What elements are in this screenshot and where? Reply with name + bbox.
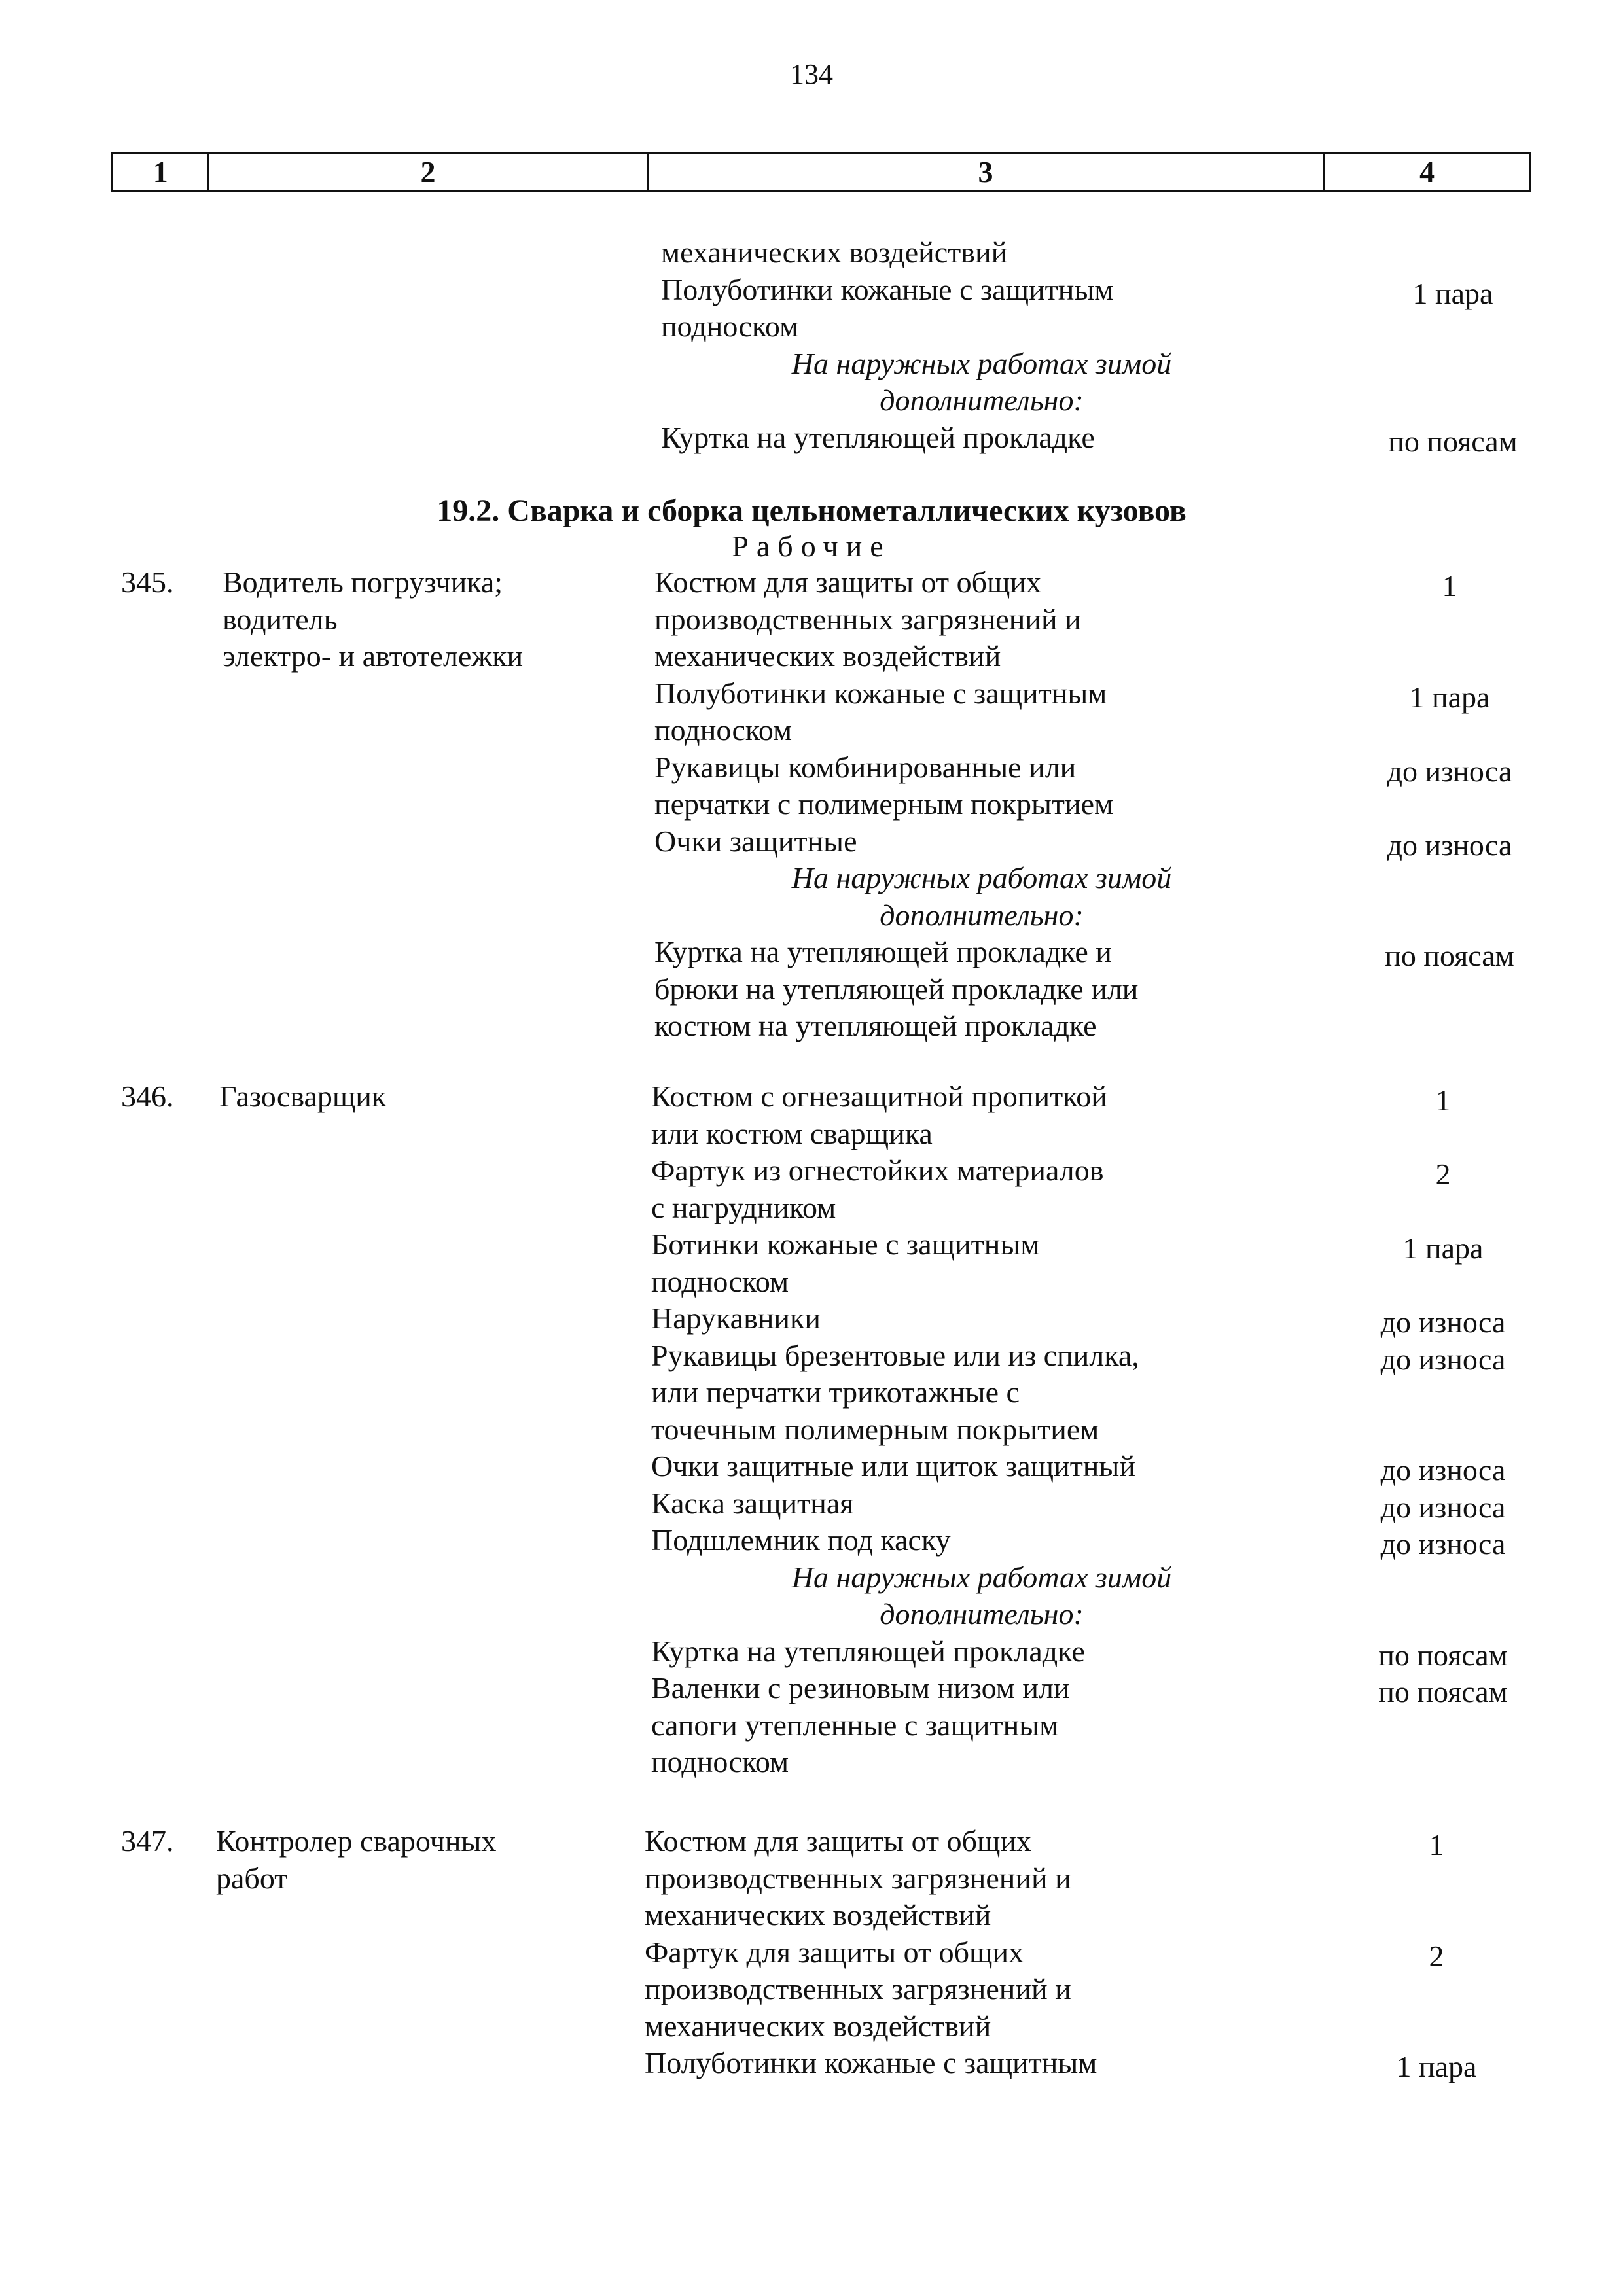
entry-345-item: костюм на утепляющей прокладке bbox=[654, 1009, 1097, 1042]
profession-name: водитель bbox=[223, 602, 338, 636]
entry-346-note: дополнительно: bbox=[880, 1597, 1084, 1631]
entry-345-item: Рукавицы комбинированные или bbox=[654, 750, 1077, 784]
entry-346-item: Ботинки кожаные с защитным bbox=[651, 1227, 1040, 1261]
entry-347-item: Полуботинки кожаные с защитным bbox=[645, 2046, 1097, 2079]
entry-347-item: механических воздействий bbox=[645, 2009, 991, 2043]
continuation-norm: по поясам bbox=[1388, 424, 1518, 458]
entry-345-item: производственных загрязнений и bbox=[654, 602, 1081, 636]
entry-345-norm: по поясам bbox=[1385, 939, 1514, 972]
entry-346-norm: по поясам bbox=[1378, 1675, 1508, 1708]
entry-346-item: подноском bbox=[651, 1745, 789, 1778]
entry-346-item: Очки защитные или щиток защитный bbox=[651, 1449, 1135, 1483]
entry-346-norm: до износа bbox=[1380, 1490, 1506, 1524]
profession-name: Газосварщик bbox=[219, 1080, 387, 1113]
profession-name: Водитель погрузчика; bbox=[223, 565, 503, 599]
section-subtitle: Рабочие bbox=[732, 529, 891, 563]
entry-347-item: Костюм для защиты от общих bbox=[645, 1824, 1032, 1858]
entry-346-item: Фартук из огнестойких материалов bbox=[651, 1154, 1104, 1187]
entry-347-item: производственных загрязнений и bbox=[645, 1861, 1071, 1895]
column-header-row bbox=[111, 152, 1531, 192]
continuation-item: Куртка на утепляющей прокладке bbox=[661, 420, 1095, 454]
profession-name: электро- и автотележки bbox=[223, 639, 524, 673]
continuation-note: дополнительно: bbox=[880, 383, 1084, 417]
continuation-item: подноском bbox=[661, 309, 799, 343]
entry-346-norm: по поясам bbox=[1378, 1638, 1508, 1672]
entry-346-item: Валенки с резиновым низом или bbox=[651, 1671, 1070, 1704]
continuation-norm: 1 пара bbox=[1412, 276, 1493, 310]
entry-345-note: На наружных работах зимой bbox=[791, 861, 1172, 894]
entry-345-item: Полуботинки кожаные с защитным bbox=[654, 676, 1107, 710]
entry-345-norm: до износа bbox=[1387, 828, 1512, 862]
entry-346-item: с нагрудником bbox=[651, 1190, 836, 1224]
entry-346-item: точечным полимерным покрытием bbox=[651, 1412, 1099, 1446]
entry-345-item: брюки на утепляющей прокладке или bbox=[654, 972, 1139, 1006]
page-number: 134 bbox=[790, 58, 833, 90]
column-header-4: 4 bbox=[1419, 155, 1435, 188]
continuation-note: На наружных работах зимой bbox=[791, 346, 1172, 380]
entry-346-item: или перчатки трикотажные с bbox=[651, 1375, 1020, 1409]
entry-346-norm: до износа bbox=[1380, 1305, 1506, 1339]
entry-347-norm: 1 bbox=[1429, 1828, 1444, 1862]
profession-name: Контролер сварочных bbox=[216, 1824, 497, 1858]
entry-346-item: Куртка на утепляющей прокладке bbox=[651, 1634, 1085, 1668]
column-header-3: 3 bbox=[649, 154, 1325, 190]
entry-number: 345. bbox=[121, 565, 174, 599]
entry-346-item: или костюм сварщика bbox=[651, 1116, 933, 1150]
entry-345-note: дополнительно: bbox=[880, 898, 1084, 932]
entry-number: 346. bbox=[121, 1080, 174, 1113]
entry-345-item: подноском bbox=[654, 713, 793, 747]
entry-347-item: Фартук для защиты от общих bbox=[645, 1935, 1024, 1969]
entry-347-item: производственных загрязнений и bbox=[645, 1972, 1071, 2005]
entry-346-item: Костюм с огнезащитной пропиткой bbox=[651, 1080, 1107, 1113]
entry-345-norm: 1 bbox=[1442, 569, 1457, 603]
entry-347-norm: 2 bbox=[1429, 1939, 1444, 1973]
entry-345-item: Очки защитные bbox=[654, 824, 857, 858]
entry-346-norm: 2 bbox=[1435, 1157, 1451, 1191]
entry-346-item: сапоги утепленные с защитным bbox=[651, 1708, 1059, 1742]
entry-346-norm: до износа bbox=[1380, 1453, 1506, 1487]
entry-346-note: На наружных работах зимой bbox=[791, 1560, 1172, 1594]
entry-345-item: механических воздействий bbox=[654, 639, 1001, 673]
entry-345-item: Костюм для защиты от общих bbox=[654, 565, 1042, 599]
entry-number: 347. bbox=[121, 1824, 174, 1858]
continuation-item: Полуботинки кожаные с защитным bbox=[661, 272, 1114, 306]
column-header-1: 1 bbox=[113, 154, 209, 190]
entry-346-norm: до износа bbox=[1380, 1527, 1506, 1561]
entry-345-norm: до износа bbox=[1387, 754, 1512, 788]
entry-346-norm: до износа bbox=[1380, 1342, 1506, 1376]
column-header-2: 2 bbox=[209, 154, 648, 190]
entry-346-norm: 1 bbox=[1435, 1084, 1451, 1117]
entry-345-item: Куртка на утепляющей прокладке и bbox=[654, 935, 1112, 968]
profession-name: работ bbox=[216, 1861, 288, 1895]
entry-347-norm: 1 пара bbox=[1396, 2050, 1477, 2083]
entry-347-item: механических воздействий bbox=[645, 1898, 991, 1932]
entry-346-item: подноском bbox=[651, 1264, 789, 1298]
entry-345-norm: 1 пара bbox=[1409, 680, 1490, 714]
section-title: 19.2. Сварка и сборка цельнометаллических кузовов bbox=[437, 493, 1186, 528]
entry-346-item: Нарукавники bbox=[651, 1301, 821, 1335]
entry-346-item: Рукавицы брезентовые или из спилка, bbox=[651, 1338, 1139, 1372]
entry-346-item: Каска защитная bbox=[651, 1486, 854, 1520]
entry-346-item: Подшлемник под каску bbox=[651, 1523, 951, 1557]
entry-345-item: перчатки с полимерным покрытием bbox=[654, 787, 1114, 821]
entry-346-norm: 1 пара bbox=[1402, 1231, 1484, 1265]
continuation-item: механических воздействий bbox=[661, 236, 1008, 269]
